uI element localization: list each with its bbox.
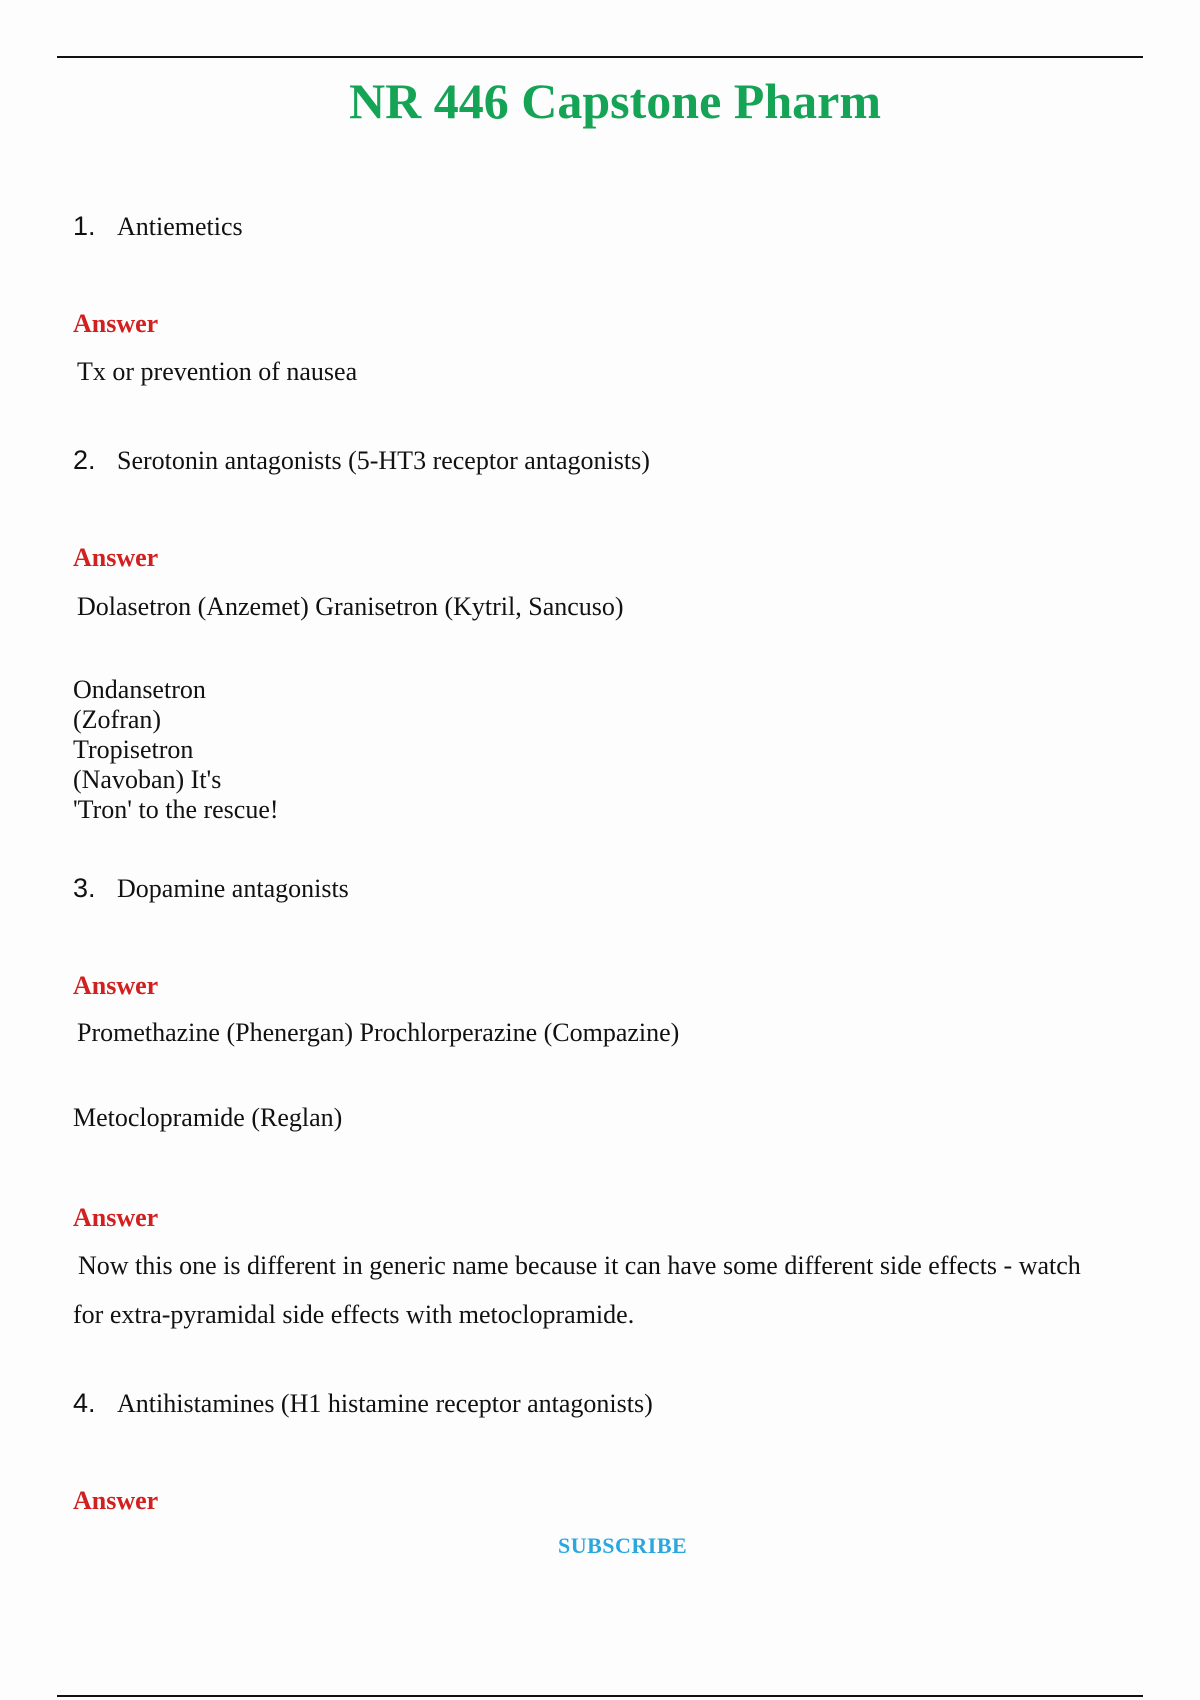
- question-1-number: 1.: [73, 211, 96, 241]
- answer-3b-label: Answer: [73, 1203, 159, 1232]
- answer-1-label: Answer: [73, 309, 159, 338]
- answer-3-text-line-2: Metoclopramide (Reglan): [73, 1103, 343, 1132]
- top-rule: [57, 56, 1143, 58]
- answer-3-paragraph-text: Now this one is different in generic name because it can have some different side effects - watch for extra-pyramidal side effects with metoclopramide.: [73, 1251, 1081, 1329]
- question-1-text: Antiemetics: [117, 212, 243, 241]
- question-3-number: 3.: [73, 873, 96, 903]
- answer-3-text-line-1: Promethazine (Phenergan) Prochlorperazine (Compazine): [77, 1018, 680, 1047]
- answer-2-text-block: Ondansetron (Zofran) Tropisetron (Navoban) It's 'Tron' to the rescue!: [73, 675, 279, 824]
- subscribe-link[interactable]: SUBSCRIBE: [558, 1533, 688, 1558]
- answer-3-label: Answer: [73, 971, 159, 1000]
- question-4-text: Antihistamines (H1 histamine receptor antagonists): [117, 1389, 653, 1418]
- document-title: NR 446 Capstone Pharm: [349, 73, 881, 129]
- question-2-number: 2.: [73, 445, 96, 475]
- question-3-text: Dopamine antagonists: [117, 874, 349, 903]
- answer-3-paragraph: [73, 1241, 1103, 1339]
- question-2-text: Serotonin antagonists (5-HT3 receptor antagonists): [117, 446, 650, 475]
- question-4-number: 4.: [73, 1388, 96, 1418]
- bottom-rule: [57, 1695, 1143, 1697]
- answer-2-text-line-1: Dolasetron (Anzemet) Granisetron (Kytril, Sancuso): [77, 592, 624, 621]
- answer-1-text: Tx or prevention of nausea: [77, 357, 358, 386]
- answer-4-label: Answer: [73, 1486, 159, 1515]
- answer-2-label: Answer: [73, 543, 159, 572]
